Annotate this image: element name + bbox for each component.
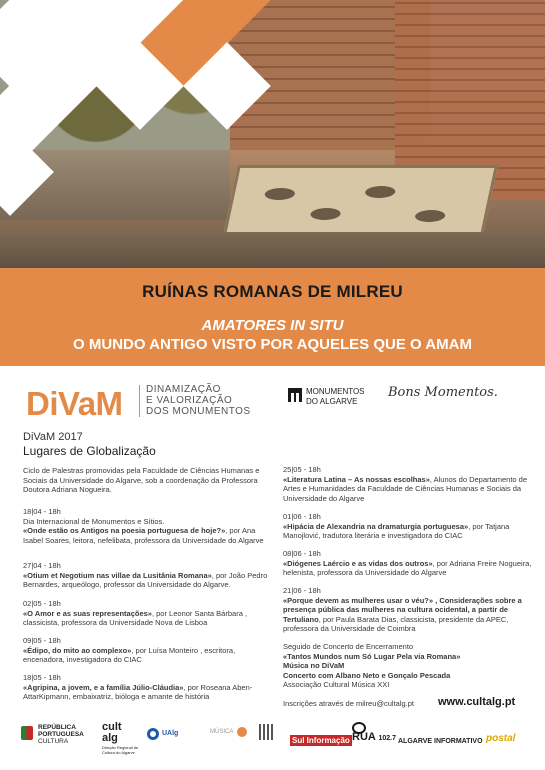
musica-xxi-icon [237, 727, 247, 737]
event-item [283, 586, 533, 634]
event-speaker: , por Luísa Monteiro , escritora, encenadora, investigadora do CIAC [23, 645, 236, 665]
ualg-logo: UAlg [162, 730, 179, 737]
closing-line: Concerto com Albano Neto e Gonçalo Pescada [283, 670, 451, 680]
divam-subtitle-line: DOS MONUMENTOS [146, 406, 251, 417]
event-item [23, 507, 273, 545]
divam-subtitle-line: DINAMIZAÇÃO [146, 384, 221, 395]
event-date: 01|06 - 18h [283, 512, 321, 521]
event-item [23, 636, 273, 665]
closing-line: Música no DiVaM [283, 661, 345, 671]
sponsor-text: Direção Regional de [102, 745, 139, 750]
event-item [283, 465, 533, 503]
musica-xxi-logo: MÚSICA [210, 729, 234, 735]
program-intro: Ciclo de Palestras promovidas pela Faculdade de Ciências Humanas e Sociais da Universidade do Algarve, sob a coordenação da Professora Doutora Adriana Nogueira. [23, 466, 260, 495]
algarve-informativo-logo: ALGARVE INFORMATIVO [398, 738, 483, 745]
event-date: 02|05 - 18h [23, 599, 61, 608]
divam-subtitle [146, 384, 251, 417]
event-item [23, 561, 273, 590]
event-speaker: , por João Pedro Bernardes, arqueólogo, professor da Universidade do Algarve. [23, 570, 268, 590]
monumentos-icon [288, 388, 302, 402]
event-date: 18|05 - 18h [23, 673, 61, 682]
program-year: DiVaM 2017 [23, 431, 83, 443]
bons-momentos-logo: Bons Momentos. [388, 385, 498, 400]
event-speaker: , por Ana Isabel Soares, leitora, nefelibata, professora da Universidade do Algarve [23, 526, 264, 545]
closing-line: Associação Cultural Música XXI [283, 680, 390, 690]
event-talk: «O Amor e as suas representações» [23, 608, 152, 618]
program-title: Lugares de Globalização [23, 444, 156, 458]
event-date: 08|06 - 18h [283, 549, 321, 558]
event-talk: «Agripina, a jovem, e a família Júlio-Cláudia» [23, 682, 184, 692]
sponsor-text: REPÚBLICA [38, 724, 76, 731]
event-tagline: O MUNDO ANTIGO VISTO POR AQUELES QUE O AMAM [73, 336, 472, 353]
event-speaker: , por Leonor Santa Bárbara , classicista, professora da Universidade Nova de Lisboa [23, 608, 248, 628]
event-talk: «Diógenes Laércio e as vidas dos outros» [283, 558, 433, 568]
republica-portuguesa-logo [38, 724, 84, 745]
event-talk: «Otium et Negotium nas villae da Lusitânia Romana» [23, 570, 212, 580]
fish-mosaic [222, 165, 498, 240]
sponsor-text: CULTURA [38, 738, 69, 745]
event-speaker: , por Roseana Aben-AttarKipmann, embaixatriz, bióloga e amante de história [23, 682, 253, 702]
event-date: 18|04 - 18h [23, 507, 61, 516]
event-speaker: , por Tatjana Manojlović, tradutora literária e investigadora do CIAC [283, 521, 510, 541]
sponsor-text: 102.7 [378, 735, 397, 742]
sponsor-text: Cultura do Algarve [102, 750, 135, 755]
event-talk: «Porque devem as mulheres usar o véu?» , Considerações sobre a presença pública das mulheres na cultura ocidental, a partir de Tertuliano [283, 595, 522, 624]
website-link[interactable]: www.cultalg.pt [438, 696, 516, 708]
event-date: 09|05 - 18h [23, 636, 61, 645]
event-speaker: , por Paula Barata Dias, classicista, presidente da APEC, professora da Universidade de Coimbra [283, 614, 509, 634]
sponsor-text: alg [102, 732, 118, 744]
closing-line: «Tantos Mundos num Só Lugar Pela via Romana» [283, 651, 461, 661]
event-heading: Dia Internacional de Monumentos e Sítios. [23, 516, 165, 526]
divam-logo: DiVaM [26, 385, 123, 422]
tower-icon [259, 724, 273, 740]
event-talk: «Hipácia de Alexandria na dramaturgia portuguesa» [283, 521, 469, 531]
event-item [283, 549, 533, 578]
monumentos-line: MONUMENTOS [306, 387, 365, 396]
ground [0, 232, 545, 268]
event-date: 25|05 - 18h [283, 465, 321, 474]
event-talk: «Literatura Latina – As nossas escolhas» [283, 474, 430, 484]
event-item [283, 512, 533, 541]
postal-logo: postal [486, 733, 516, 744]
cultalg-subtitle [102, 745, 138, 755]
rua-fm-logo [352, 731, 397, 743]
divam-subtitle-line: E VALORIZAÇÃO [146, 395, 233, 406]
ualg-icon [147, 728, 159, 740]
ruins-photo [0, 0, 545, 268]
event-date: 21|06 - 18h [283, 586, 321, 595]
event-title: RUÍNAS ROMANAS DE MILREU [142, 282, 403, 301]
registration-info: Inscrições através de milreu@cultalg.pt [283, 699, 415, 708]
sul-informacao-logo: Sul Informação [292, 736, 350, 745]
event-date: 27|04 - 18h [23, 561, 61, 570]
title-band [0, 268, 545, 366]
monumentos-logo [306, 387, 365, 407]
event-talk: «Onde estão os Antigos na poesia portuguesa de hoje?» [23, 526, 226, 536]
sponsor-text: cult [102, 721, 122, 733]
sponsor-text: PORTUGUESA [38, 731, 84, 738]
closing-line: Seguido de Concerto de Encerramento [283, 642, 414, 651]
republica-flag-icon [21, 726, 33, 740]
event-speaker: , Alunos do Departamento de Artes e Humanidades da Faculdade de Ciências Humanas e Sociais da Universidade do Algarve [283, 474, 528, 503]
event-item [23, 599, 273, 628]
event-subtitle: AMATORES IN SITU [201, 317, 344, 334]
monumentos-line: DO ALGARVE [306, 397, 358, 406]
closing-concert [283, 642, 460, 690]
event-talk: «Édipo, do mito ao complexo» [23, 645, 132, 655]
sponsor-text: RUA [352, 731, 376, 743]
event-speaker: , por Adriana Freire Nogueira, helenista, professora da Universidade do Algarve [283, 558, 532, 578]
logo-divider [139, 385, 140, 417]
cultalg-logo [102, 722, 122, 744]
event-item [23, 673, 273, 702]
